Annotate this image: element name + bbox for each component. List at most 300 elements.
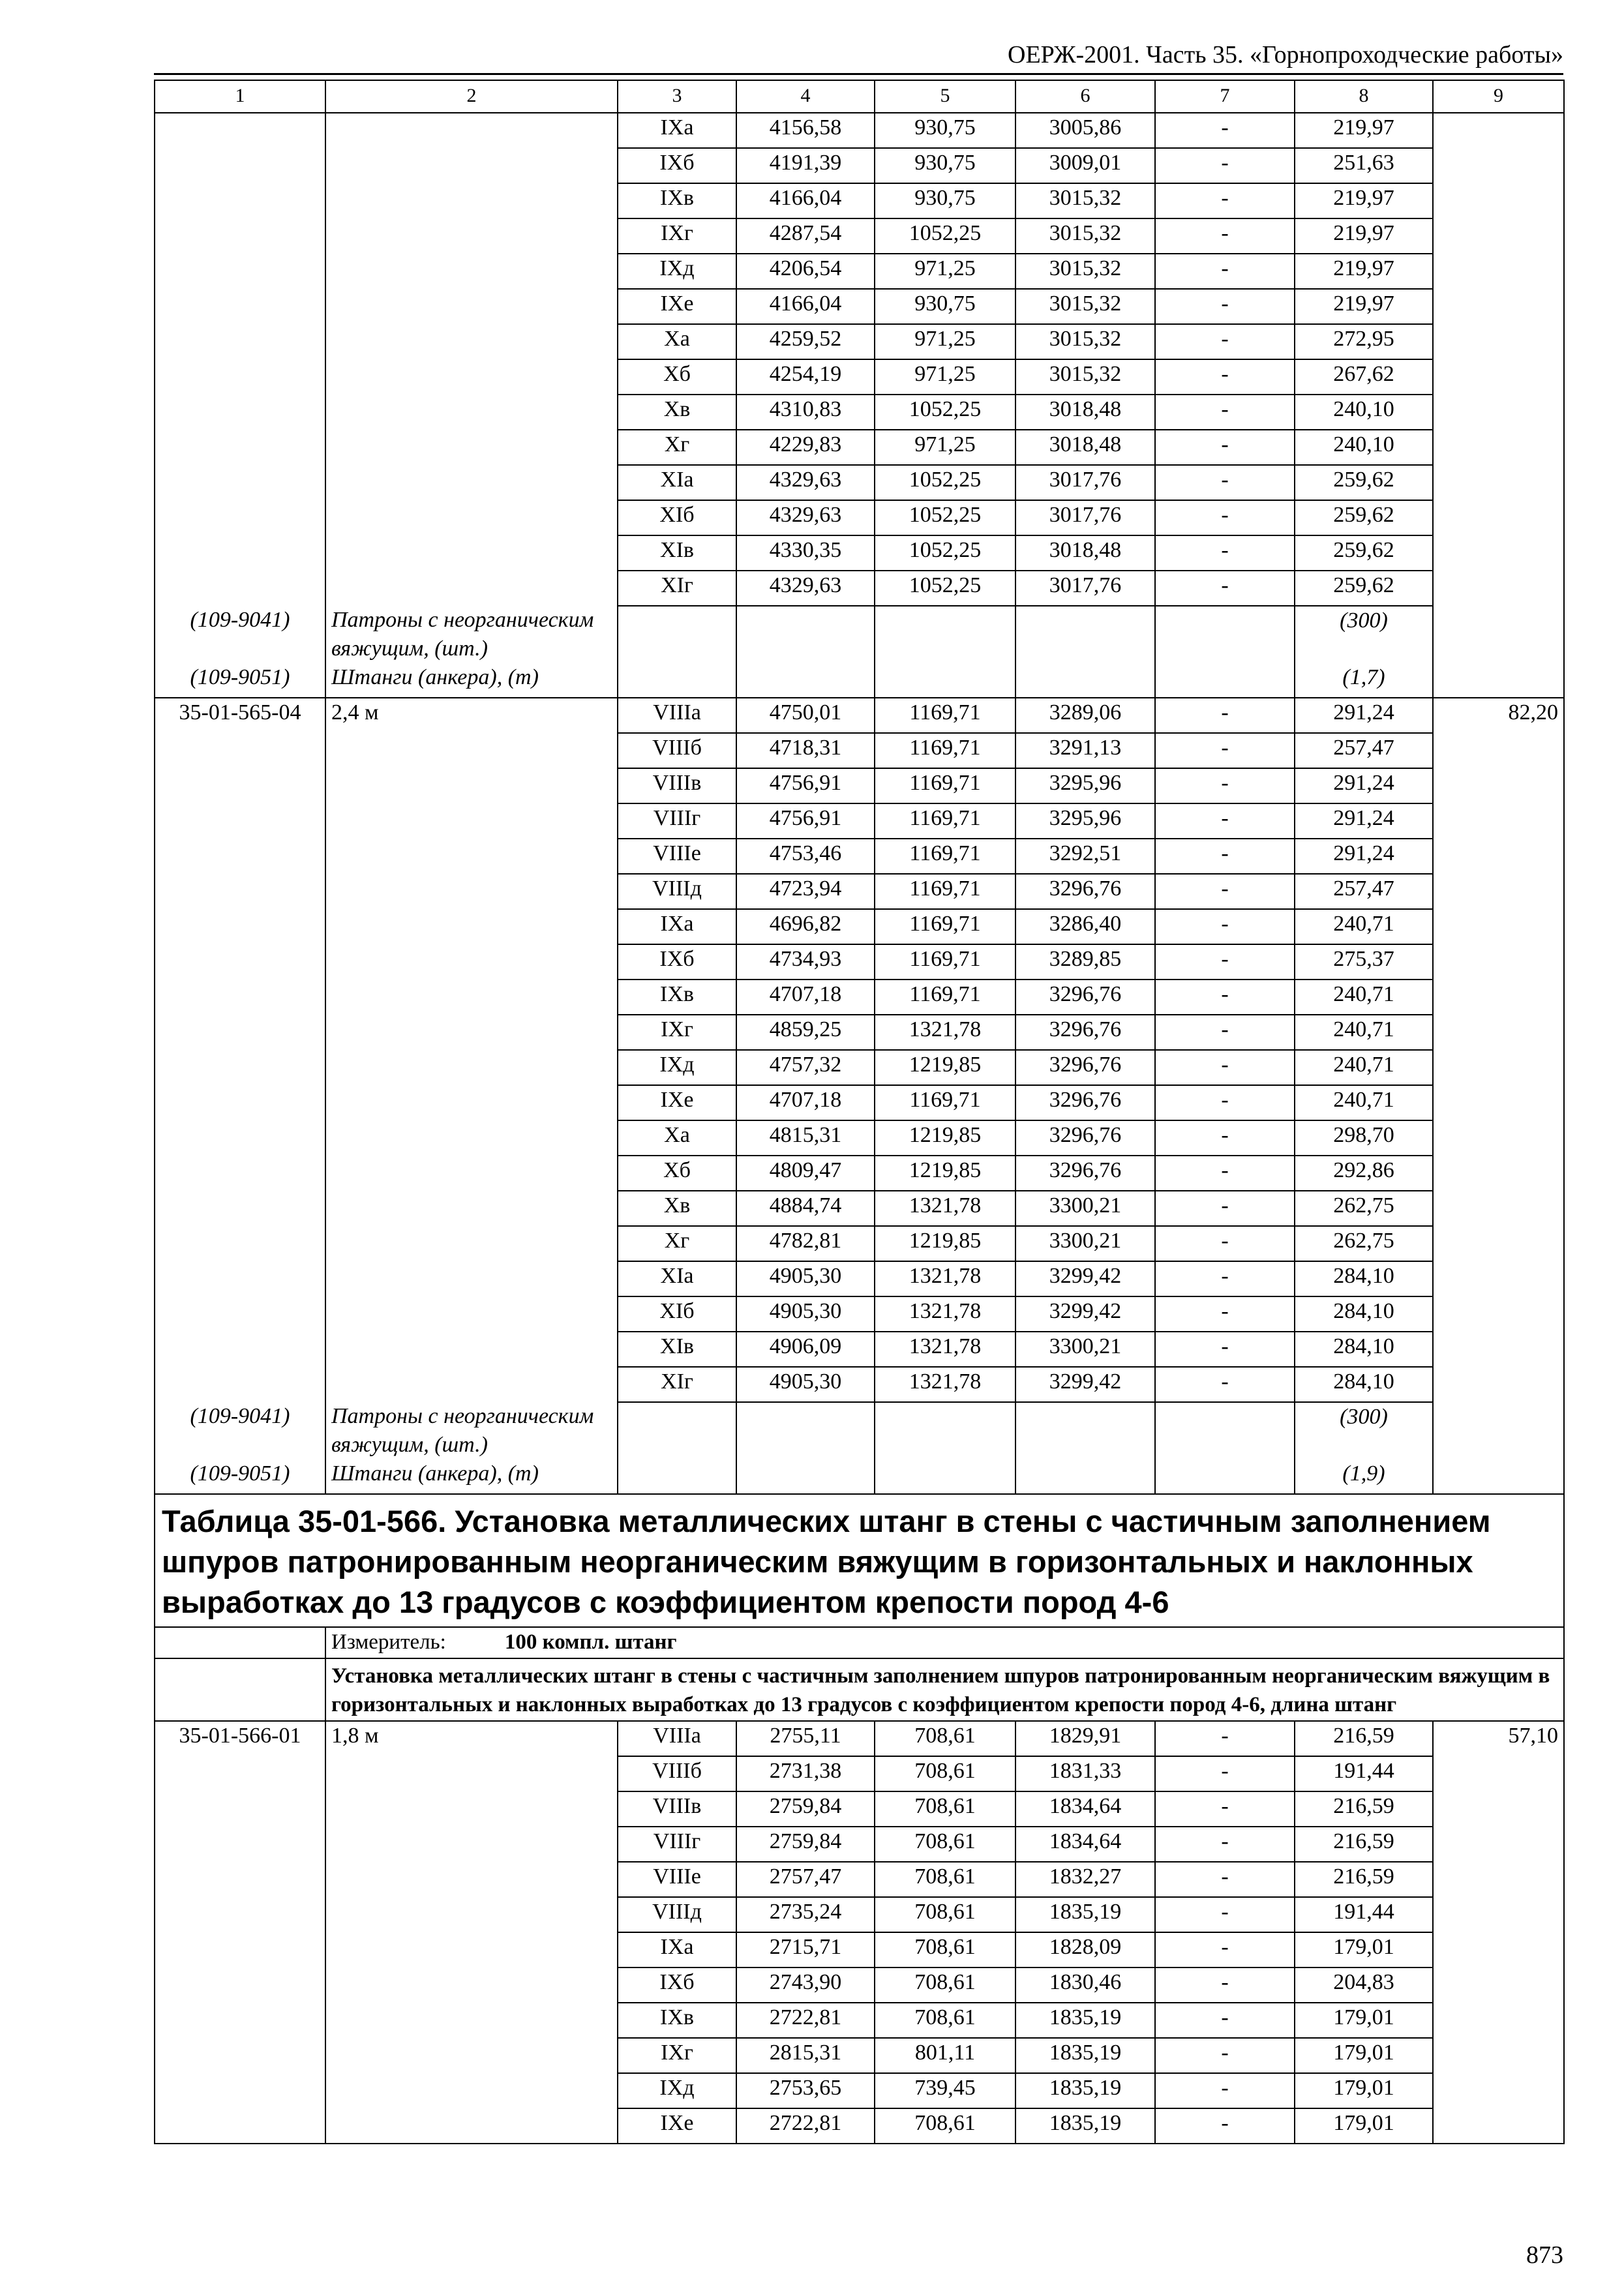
direct-costs: 4329,63 bbox=[736, 571, 875, 606]
labor-hours bbox=[1433, 1120, 1564, 1156]
machine-operation: 1835,19 bbox=[1015, 1897, 1155, 1932]
labor-wages: 1169,71 bbox=[875, 803, 1015, 839]
region-zone: VIIIб bbox=[618, 1756, 736, 1791]
rate-code bbox=[155, 1862, 325, 1897]
labor-wages: 1169,71 bbox=[875, 768, 1015, 803]
materials-cost: 291,24 bbox=[1295, 698, 1433, 733]
machinist-wages: - bbox=[1155, 733, 1295, 768]
table-row bbox=[155, 1827, 1564, 1862]
direct-costs: 4310,83 bbox=[736, 395, 875, 430]
labor-hours: 82,20 bbox=[1433, 698, 1564, 733]
rate-code bbox=[155, 1827, 325, 1862]
materials-cost: 240,71 bbox=[1295, 1085, 1433, 1120]
table-row bbox=[155, 980, 1564, 1015]
direct-costs: 4906,09 bbox=[736, 1332, 875, 1367]
rate-code bbox=[155, 874, 325, 909]
rate-name bbox=[325, 218, 618, 254]
rate-code bbox=[155, 1967, 325, 2003]
rate-code bbox=[155, 1120, 325, 1156]
table-row bbox=[155, 909, 1564, 944]
table-cell bbox=[1015, 1459, 1155, 1494]
region-zone: IXб bbox=[618, 944, 736, 980]
rate-code bbox=[155, 1191, 325, 1226]
machine-operation: 3299,42 bbox=[1015, 1296, 1155, 1332]
table-row bbox=[155, 768, 1564, 803]
direct-costs: 2715,71 bbox=[736, 1932, 875, 1967]
region-zone: IXв bbox=[618, 2003, 736, 2038]
machine-operation: 1830,46 bbox=[1015, 1967, 1155, 2003]
direct-costs: 4884,74 bbox=[736, 1191, 875, 1226]
materials-cost: 219,97 bbox=[1295, 183, 1433, 218]
table-row bbox=[155, 1721, 1564, 1756]
machinist-wages: - bbox=[1155, 1791, 1295, 1827]
direct-costs: 4707,18 bbox=[736, 980, 875, 1015]
material-name: Штанги (анкера), (т) bbox=[325, 1459, 618, 1494]
machine-operation: 3015,32 bbox=[1015, 183, 1155, 218]
direct-costs: 4229,83 bbox=[736, 430, 875, 465]
colnum: 6 bbox=[1015, 80, 1155, 113]
labor-hours bbox=[1433, 1261, 1564, 1296]
rate-code bbox=[155, 909, 325, 944]
rate-code bbox=[155, 1050, 325, 1085]
machinist-wages: - bbox=[1155, 218, 1295, 254]
table-cell bbox=[618, 1402, 736, 1459]
rate-name bbox=[325, 1156, 618, 1191]
machine-operation: 1835,19 bbox=[1015, 2108, 1155, 2144]
labor-hours bbox=[1433, 839, 1564, 874]
materials-cost: 240,71 bbox=[1295, 1050, 1433, 1085]
table-cell bbox=[736, 663, 875, 698]
rate-code bbox=[155, 2038, 325, 2073]
region-zone: VIIIг bbox=[618, 803, 736, 839]
labor-hours bbox=[1433, 183, 1564, 218]
materials-cost: 179,01 bbox=[1295, 2003, 1433, 2038]
machinist-wages: - bbox=[1155, 909, 1295, 944]
labor-wages: 1169,71 bbox=[875, 698, 1015, 733]
labor-wages: 1321,78 bbox=[875, 1296, 1015, 1332]
labor-hours bbox=[1433, 1897, 1564, 1932]
materials-cost: 179,01 bbox=[1295, 2038, 1433, 2073]
table-row bbox=[155, 1897, 1564, 1932]
direct-costs: 4757,32 bbox=[736, 1050, 875, 1085]
labor-wages: 1219,85 bbox=[875, 1156, 1015, 1191]
materials-cost: 257,47 bbox=[1295, 874, 1433, 909]
labor-hours bbox=[1433, 148, 1564, 183]
colnum: 2 bbox=[325, 80, 618, 113]
machine-operation: 3295,96 bbox=[1015, 768, 1155, 803]
direct-costs: 4166,04 bbox=[736, 183, 875, 218]
rate-name bbox=[325, 1332, 618, 1367]
rate-name bbox=[325, 465, 618, 500]
machine-operation: 1835,19 bbox=[1015, 2003, 1155, 2038]
materials-cost: 204,83 bbox=[1295, 1967, 1433, 2003]
rate-code bbox=[155, 1226, 325, 1261]
labor-wages: 1169,71 bbox=[875, 874, 1015, 909]
rate-code bbox=[155, 1296, 325, 1332]
machine-operation: 3296,76 bbox=[1015, 1015, 1155, 1050]
table-cell bbox=[875, 1459, 1015, 1494]
rate-name bbox=[325, 254, 618, 289]
rate-code bbox=[155, 254, 325, 289]
material-qty: (300) bbox=[1295, 1402, 1433, 1459]
machine-operation: 3300,21 bbox=[1015, 1191, 1155, 1226]
labor-wages: 708,61 bbox=[875, 2003, 1015, 2038]
table-row bbox=[155, 1296, 1564, 1332]
rate-name bbox=[325, 1756, 618, 1791]
labor-hours bbox=[1433, 218, 1564, 254]
region-zone: XIб bbox=[618, 500, 736, 535]
table-row bbox=[155, 606, 1564, 663]
table-subtitle: Установка металлических штанг в стены с частичным заполнением шпуров патронированным неорганическим вяжущим в горизонтальных и наклонных выработках до 13 градусов с коэффициентом крепости пород 4-6, длина штанг bbox=[325, 1658, 1564, 1721]
region-zone: IXе bbox=[618, 2108, 736, 2144]
labor-hours bbox=[1433, 1156, 1564, 1191]
labor-wages: 1219,85 bbox=[875, 1120, 1015, 1156]
machinist-wages: - bbox=[1155, 148, 1295, 183]
labor-hours bbox=[1433, 768, 1564, 803]
labor-wages: 708,61 bbox=[875, 1791, 1015, 1827]
region-zone: XIв bbox=[618, 1332, 736, 1367]
table-row bbox=[155, 1967, 1564, 2003]
labor-wages: 708,61 bbox=[875, 1827, 1015, 1862]
rate-name bbox=[325, 1191, 618, 1226]
table-cell bbox=[618, 663, 736, 698]
rate-code bbox=[155, 733, 325, 768]
machinist-wages: - bbox=[1155, 465, 1295, 500]
machinist-wages: - bbox=[1155, 1085, 1295, 1120]
material-qty: (1,7) bbox=[1295, 663, 1433, 698]
region-zone: XIв bbox=[618, 535, 736, 571]
measure-value: 100 компл. штанг bbox=[504, 1630, 677, 1654]
direct-costs: 4330,35 bbox=[736, 535, 875, 571]
region-zone: Xб bbox=[618, 359, 736, 395]
labor-hours bbox=[1433, 1827, 1564, 1862]
labor-wages: 1321,78 bbox=[875, 1191, 1015, 1226]
rate-code bbox=[155, 1756, 325, 1791]
rate-code bbox=[155, 1897, 325, 1932]
table-cell bbox=[1155, 606, 1295, 663]
labor-hours bbox=[1433, 2038, 1564, 2073]
rate-code bbox=[155, 944, 325, 980]
materials-cost: 216,59 bbox=[1295, 1862, 1433, 1897]
machine-operation: 1828,09 bbox=[1015, 1932, 1155, 1967]
machine-operation: 1832,27 bbox=[1015, 1862, 1155, 1897]
direct-costs: 4707,18 bbox=[736, 1085, 875, 1120]
table-cell bbox=[736, 1459, 875, 1494]
table-cell bbox=[736, 606, 875, 663]
machinist-wages: - bbox=[1155, 1367, 1295, 1402]
rate-code bbox=[155, 218, 325, 254]
labor-wages: 930,75 bbox=[875, 113, 1015, 148]
table-cell bbox=[875, 1402, 1015, 1459]
rate-name bbox=[325, 2073, 618, 2108]
region-zone: XIг bbox=[618, 1367, 736, 1402]
material-code: (109-9041) bbox=[155, 606, 325, 663]
materials-cost: 259,62 bbox=[1295, 535, 1433, 571]
table-row bbox=[155, 698, 1564, 733]
material-name: Штанги (анкера), (т) bbox=[325, 663, 618, 698]
material-qty: (300) bbox=[1295, 606, 1433, 663]
labor-hours bbox=[1433, 1332, 1564, 1367]
machinist-wages: - bbox=[1155, 254, 1295, 289]
rate-code bbox=[155, 2003, 325, 2038]
machinist-wages: - bbox=[1155, 1827, 1295, 1862]
labor-wages: 1219,85 bbox=[875, 1226, 1015, 1261]
machinist-wages: - bbox=[1155, 1156, 1295, 1191]
materials-cost: 291,24 bbox=[1295, 839, 1433, 874]
labor-wages: 708,61 bbox=[875, 1721, 1015, 1756]
table-row bbox=[155, 324, 1564, 359]
rate-code bbox=[155, 768, 325, 803]
rate-name bbox=[325, 1827, 618, 1862]
labor-wages: 708,61 bbox=[875, 1862, 1015, 1897]
machine-operation: 3296,76 bbox=[1015, 1085, 1155, 1120]
labor-wages: 739,45 bbox=[875, 2073, 1015, 2108]
region-zone: VIIIа bbox=[618, 698, 736, 733]
labor-hours bbox=[1433, 1756, 1564, 1791]
table-row bbox=[155, 733, 1564, 768]
labor-wages: 1052,25 bbox=[875, 535, 1015, 571]
rate-name bbox=[325, 2108, 618, 2144]
colnum: 5 bbox=[875, 80, 1015, 113]
rate-code bbox=[155, 289, 325, 324]
table-row bbox=[155, 2108, 1564, 2144]
rate-name bbox=[325, 1085, 618, 1120]
region-zone: XIа bbox=[618, 465, 736, 500]
materials-cost: 251,63 bbox=[1295, 148, 1433, 183]
labor-hours bbox=[1433, 2073, 1564, 2108]
direct-costs: 4166,04 bbox=[736, 289, 875, 324]
materials-cost: 284,10 bbox=[1295, 1367, 1433, 1402]
measure-label: Измеритель: bbox=[331, 1630, 446, 1654]
region-zone: IXд bbox=[618, 254, 736, 289]
colnum: 9 bbox=[1433, 80, 1564, 113]
table-row bbox=[155, 430, 1564, 465]
machine-operation: 3018,48 bbox=[1015, 395, 1155, 430]
material-code: (109-9051) bbox=[155, 1459, 325, 1494]
rate-code bbox=[155, 500, 325, 535]
labor-hours bbox=[1433, 1085, 1564, 1120]
machine-operation: 1834,64 bbox=[1015, 1827, 1155, 1862]
region-zone: Xг bbox=[618, 1226, 736, 1261]
labor-hours bbox=[1433, 1367, 1564, 1402]
rate-code bbox=[155, 465, 325, 500]
rate-name: 2,4 м bbox=[325, 698, 618, 733]
table-row bbox=[155, 359, 1564, 395]
materials-cost: 259,62 bbox=[1295, 571, 1433, 606]
machine-operation: 3296,76 bbox=[1015, 1120, 1155, 1156]
rate-name bbox=[325, 909, 618, 944]
table-cell bbox=[1015, 663, 1155, 698]
region-zone: XIб bbox=[618, 1296, 736, 1332]
rate-name bbox=[325, 1226, 618, 1261]
machine-operation: 3296,76 bbox=[1015, 874, 1155, 909]
machinist-wages: - bbox=[1155, 874, 1295, 909]
labor-hours bbox=[1433, 1791, 1564, 1827]
table-row bbox=[155, 1367, 1564, 1402]
machine-operation: 3017,76 bbox=[1015, 571, 1155, 606]
rate-name bbox=[325, 324, 618, 359]
labor-wages: 1321,78 bbox=[875, 1261, 1015, 1296]
materials-cost: 216,59 bbox=[1295, 1721, 1433, 1756]
direct-costs: 4753,46 bbox=[736, 839, 875, 874]
labor-hours bbox=[1433, 571, 1564, 606]
rate-code bbox=[155, 1261, 325, 1296]
rate-name bbox=[325, 289, 618, 324]
rate-name bbox=[325, 183, 618, 218]
estimate-table bbox=[154, 80, 1565, 2144]
rate-name bbox=[325, 2003, 618, 2038]
table-row bbox=[155, 1791, 1564, 1827]
rate-code bbox=[155, 1156, 325, 1191]
rate-code bbox=[155, 839, 325, 874]
materials-cost: 262,75 bbox=[1295, 1226, 1433, 1261]
machinist-wages: - bbox=[1155, 359, 1295, 395]
table-row bbox=[155, 874, 1564, 909]
direct-costs: 4815,31 bbox=[736, 1120, 875, 1156]
direct-costs: 4905,30 bbox=[736, 1367, 875, 1402]
machinist-wages: - bbox=[1155, 183, 1295, 218]
rate-name bbox=[325, 359, 618, 395]
labor-wages: 1169,71 bbox=[875, 980, 1015, 1015]
labor-hours bbox=[1433, 1932, 1564, 1967]
materials-cost: 298,70 bbox=[1295, 1120, 1433, 1156]
direct-costs: 4750,01 bbox=[736, 698, 875, 733]
materials-cost: 240,71 bbox=[1295, 980, 1433, 1015]
region-zone: Xб bbox=[618, 1156, 736, 1191]
machine-operation: 3299,42 bbox=[1015, 1261, 1155, 1296]
direct-costs: 4259,52 bbox=[736, 324, 875, 359]
materials-cost: 219,97 bbox=[1295, 218, 1433, 254]
table-row bbox=[155, 1402, 1564, 1459]
machine-operation: 3015,32 bbox=[1015, 218, 1155, 254]
labor-hours bbox=[1433, 1050, 1564, 1085]
machinist-wages: - bbox=[1155, 2038, 1295, 2073]
rate-code bbox=[155, 2073, 325, 2108]
region-zone: VIIIд bbox=[618, 1897, 736, 1932]
direct-costs: 4859,25 bbox=[736, 1015, 875, 1050]
rate-code bbox=[155, 359, 325, 395]
labor-hours bbox=[1433, 1967, 1564, 2003]
materials-cost: 267,62 bbox=[1295, 359, 1433, 395]
machinist-wages: - bbox=[1155, 1191, 1295, 1226]
labor-wages: 971,25 bbox=[875, 324, 1015, 359]
materials-cost: 240,71 bbox=[1295, 1015, 1433, 1050]
machinist-wages: - bbox=[1155, 1897, 1295, 1932]
table-row bbox=[155, 1015, 1564, 1050]
machinist-wages: - bbox=[1155, 113, 1295, 148]
machinist-wages: - bbox=[1155, 571, 1295, 606]
machine-operation: 3015,32 bbox=[1015, 254, 1155, 289]
material-name: Патроны с неорганическим вяжущим, (шт.) bbox=[325, 606, 618, 663]
direct-costs: 2759,84 bbox=[736, 1827, 875, 1862]
table-row bbox=[155, 2003, 1564, 2038]
machinist-wages: - bbox=[1155, 1967, 1295, 2003]
table-cell bbox=[875, 606, 1015, 663]
material-qty: (1,9) bbox=[1295, 1459, 1433, 1494]
region-zone: VIIIе bbox=[618, 1862, 736, 1897]
labor-hours: 57,10 bbox=[1433, 1721, 1564, 1756]
materials-cost: 240,10 bbox=[1295, 430, 1433, 465]
machinist-wages: - bbox=[1155, 1226, 1295, 1261]
table-row bbox=[155, 663, 1564, 698]
direct-costs: 4756,91 bbox=[736, 803, 875, 839]
direct-costs: 2735,24 bbox=[736, 1897, 875, 1932]
materials-cost: 191,44 bbox=[1295, 1897, 1433, 1932]
direct-costs: 4718,31 bbox=[736, 733, 875, 768]
machine-operation: 3296,76 bbox=[1015, 980, 1155, 1015]
table-cell bbox=[1155, 1459, 1295, 1494]
region-zone: VIIIа bbox=[618, 1721, 736, 1756]
table-row bbox=[155, 183, 1564, 218]
table-cell bbox=[875, 663, 1015, 698]
labor-wages: 801,11 bbox=[875, 2038, 1015, 2073]
machinist-wages: - bbox=[1155, 535, 1295, 571]
rate-name bbox=[325, 1791, 618, 1827]
labor-wages: 930,75 bbox=[875, 183, 1015, 218]
labor-hours bbox=[1433, 1862, 1564, 1897]
labor-hours bbox=[1433, 1191, 1564, 1226]
rate-name bbox=[325, 500, 618, 535]
rate-name bbox=[325, 1932, 618, 1967]
rate-name bbox=[325, 1862, 618, 1897]
direct-costs: 4254,19 bbox=[736, 359, 875, 395]
table-row bbox=[155, 395, 1564, 430]
labor-hours bbox=[1433, 909, 1564, 944]
labor-wages: 1321,78 bbox=[875, 1015, 1015, 1050]
machinist-wages: - bbox=[1155, 803, 1295, 839]
machine-operation: 3017,76 bbox=[1015, 465, 1155, 500]
direct-costs: 4756,91 bbox=[736, 768, 875, 803]
machine-operation: 3289,06 bbox=[1015, 698, 1155, 733]
machinist-wages: - bbox=[1155, 839, 1295, 874]
materials-cost: 272,95 bbox=[1295, 324, 1433, 359]
table-cell bbox=[618, 606, 736, 663]
table-row bbox=[155, 500, 1564, 535]
materials-cost: 240,10 bbox=[1295, 395, 1433, 430]
table-cell bbox=[736, 1402, 875, 1459]
labor-wages: 708,61 bbox=[875, 2108, 1015, 2144]
materials-cost: 259,62 bbox=[1295, 500, 1433, 535]
region-zone: XIг bbox=[618, 571, 736, 606]
machinist-wages: - bbox=[1155, 430, 1295, 465]
table-cell bbox=[618, 1459, 736, 1494]
region-zone: IXб bbox=[618, 1967, 736, 2003]
region-zone: Xв bbox=[618, 395, 736, 430]
materials-cost: 219,97 bbox=[1295, 113, 1433, 148]
table-row bbox=[155, 1932, 1564, 1967]
direct-costs: 4905,30 bbox=[736, 1296, 875, 1332]
labor-hours bbox=[1433, 1015, 1564, 1050]
table-cell bbox=[1433, 1402, 1564, 1459]
materials-cost: 284,10 bbox=[1295, 1261, 1433, 1296]
region-zone: Xа bbox=[618, 324, 736, 359]
labor-hours bbox=[1433, 733, 1564, 768]
region-zone: IXд bbox=[618, 2073, 736, 2108]
labor-wages: 1321,78 bbox=[875, 1367, 1015, 1402]
rate-name bbox=[325, 395, 618, 430]
machine-operation: 3015,32 bbox=[1015, 289, 1155, 324]
measure-unit bbox=[325, 1627, 1564, 1658]
materials-cost: 284,10 bbox=[1295, 1332, 1433, 1367]
direct-costs: 2753,65 bbox=[736, 2073, 875, 2108]
labor-hours bbox=[1433, 359, 1564, 395]
machine-operation: 1834,64 bbox=[1015, 1791, 1155, 1827]
materials-cost: 179,01 bbox=[1295, 1932, 1433, 1967]
rate-code bbox=[155, 803, 325, 839]
rate-name: 1,8 м bbox=[325, 1721, 618, 1756]
labor-wages: 1052,25 bbox=[875, 465, 1015, 500]
region-zone: IXг bbox=[618, 218, 736, 254]
